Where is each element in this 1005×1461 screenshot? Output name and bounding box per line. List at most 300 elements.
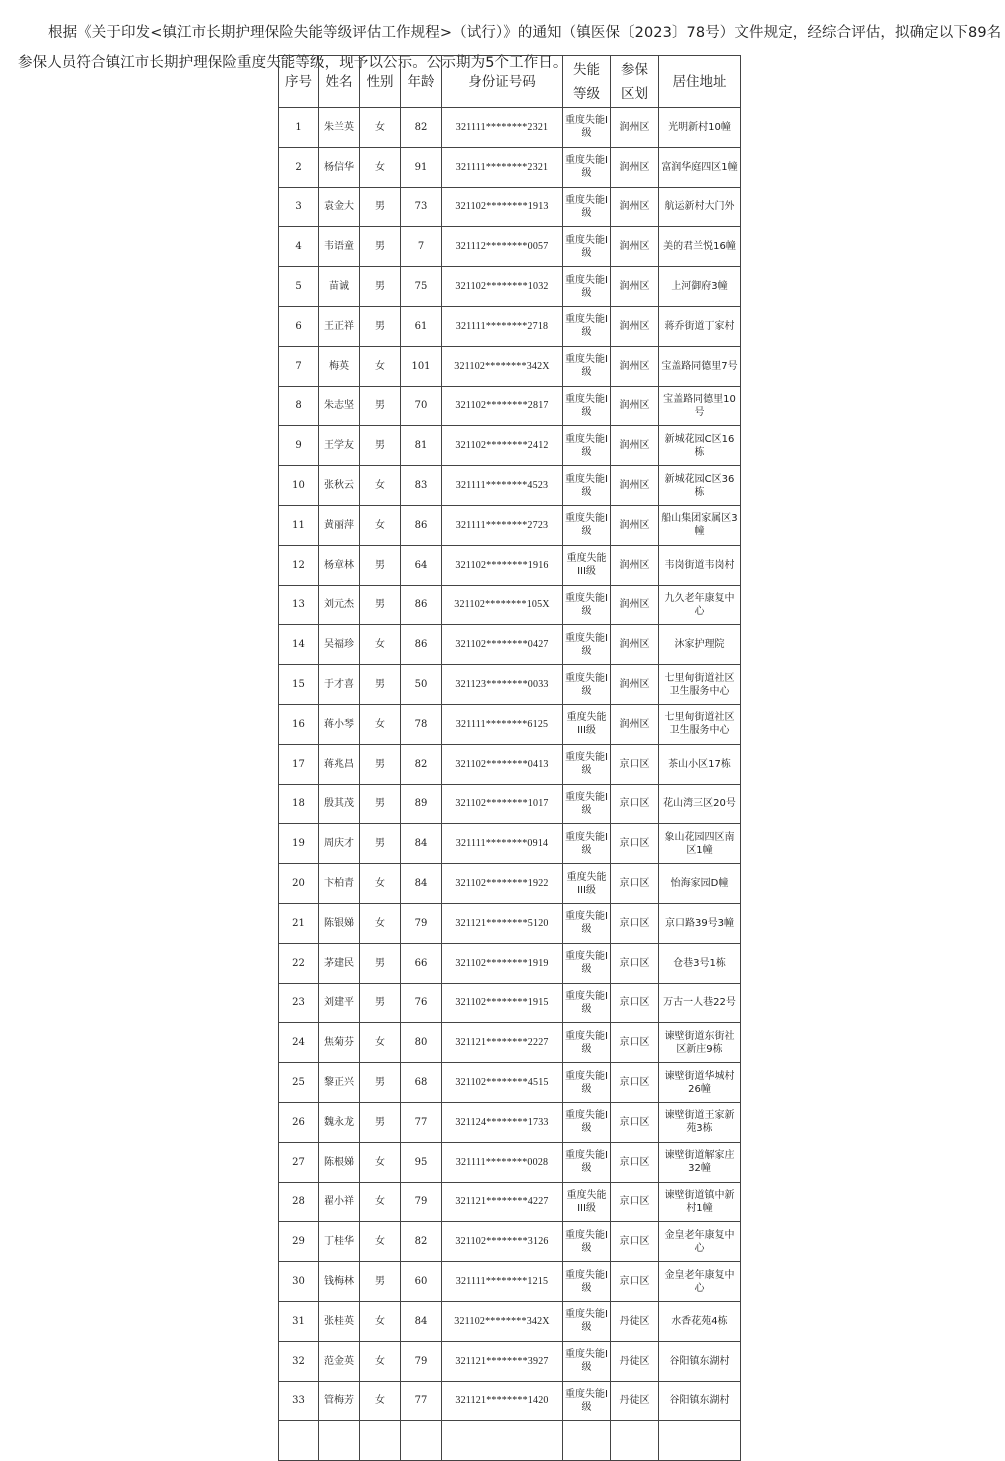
row-id-number: 321102********3126 bbox=[442, 1222, 563, 1262]
row-age: 86 bbox=[401, 625, 442, 665]
row-gender: 女 bbox=[360, 1222, 401, 1262]
row-address: 宝盖路同德里10号 bbox=[659, 386, 741, 426]
row-name: 刘元杰 bbox=[319, 585, 360, 625]
row-disability-level: 重度失能I级 bbox=[563, 147, 611, 187]
row-address: 谷阳镇东湖村 bbox=[659, 1341, 741, 1381]
row-disability-level: 重度失能III级 bbox=[563, 1182, 611, 1222]
row-seq: 6 bbox=[279, 306, 319, 346]
row-id-number: 321111********0914 bbox=[442, 824, 563, 864]
row-age: 84 bbox=[401, 824, 442, 864]
row-seq: 17 bbox=[279, 744, 319, 784]
row-seq: 27 bbox=[279, 1142, 319, 1182]
row-id-number: 321111********1215 bbox=[442, 1262, 563, 1302]
row-disability-level: 重度失能III级 bbox=[563, 704, 611, 744]
row-disability-level: 重度失能I级 bbox=[563, 903, 611, 943]
row-gender: 女 bbox=[360, 1182, 401, 1222]
row-seq: 5 bbox=[279, 267, 319, 307]
table-row bbox=[279, 625, 741, 665]
row-address: 上河御府3幢 bbox=[659, 267, 741, 307]
row-age: 82 bbox=[401, 1222, 442, 1262]
table-row bbox=[279, 744, 741, 784]
table-body bbox=[279, 108, 741, 1461]
row-age: 73 bbox=[401, 187, 442, 227]
row-disability-level: 重度失能I级 bbox=[563, 943, 611, 983]
row-gender: 女 bbox=[360, 903, 401, 943]
row-insurance-district: 润州区 bbox=[611, 466, 659, 506]
row-insurance-district: 京口区 bbox=[611, 1063, 659, 1103]
row-age: 70 bbox=[401, 386, 442, 426]
row-gender: 男 bbox=[360, 1262, 401, 1302]
row-name: 王正祥 bbox=[319, 306, 360, 346]
header-insurance-district: 参保区划 bbox=[611, 56, 659, 108]
row-seq: 22 bbox=[279, 943, 319, 983]
row-address: 美的君兰悦16幢 bbox=[659, 227, 741, 267]
intro-text: 根据《关于印发<镇江市长期护理保险失能等级评估工作规程>（试行）》的通知（镇医保〔2023〕78号）文件规定，经综合评估，拟确定以下89名参保人员符合镇江市长期护理保险重度失能等级，现予以公示。公示期为5个工作日。 bbox=[18, 24, 1002, 71]
row-seq: 31 bbox=[279, 1301, 319, 1341]
table-row bbox=[279, 466, 741, 506]
row-address: 京口路39号3幢 bbox=[659, 903, 741, 943]
row-id-number: 321102********342X bbox=[442, 346, 563, 386]
row-gender: 女 bbox=[360, 864, 401, 904]
row-address: 万古一人巷22号 bbox=[659, 983, 741, 1023]
row-disability-level: 重度失能I级 bbox=[563, 983, 611, 1023]
row-seq: 32 bbox=[279, 1341, 319, 1381]
table-row bbox=[279, 903, 741, 943]
row-name: 陈银娣 bbox=[319, 903, 360, 943]
row-insurance-district: 润州区 bbox=[611, 306, 659, 346]
row-name: 魏永龙 bbox=[319, 1102, 360, 1142]
row-insurance-district: 润州区 bbox=[611, 187, 659, 227]
header-gender: 性别 bbox=[360, 56, 401, 108]
row-name: 杨信华 bbox=[319, 147, 360, 187]
table-row bbox=[279, 1381, 741, 1421]
row-disability-level: 重度失能I级 bbox=[563, 1262, 611, 1302]
row-disability-level: 重度失能I级 bbox=[563, 665, 611, 705]
row-seq: 12 bbox=[279, 545, 319, 585]
row-name: 范金英 bbox=[319, 1341, 360, 1381]
row-address: 金皇老年康复中心 bbox=[659, 1262, 741, 1302]
header-disability-level: 失能等级 bbox=[563, 56, 611, 108]
row-name: 朱志坚 bbox=[319, 386, 360, 426]
row-age: 101 bbox=[401, 346, 442, 386]
row-id-number: 321102********1915 bbox=[442, 983, 563, 1023]
row-gender: 男 bbox=[360, 784, 401, 824]
table-header-row bbox=[279, 56, 741, 108]
row-name: 苗诚 bbox=[319, 267, 360, 307]
row-name: 陈根娣 bbox=[319, 1142, 360, 1182]
row-insurance-district: 京口区 bbox=[611, 744, 659, 784]
row-name: 焦菊芬 bbox=[319, 1023, 360, 1063]
row-age: 77 bbox=[401, 1381, 442, 1421]
row-seq: 3 bbox=[279, 187, 319, 227]
row-address: 象山花园四区南区1幢 bbox=[659, 824, 741, 864]
row-address: 蒋乔街道丁家村 bbox=[659, 306, 741, 346]
row-seq: 25 bbox=[279, 1063, 319, 1103]
row-name: 蒋小琴 bbox=[319, 704, 360, 744]
table-row bbox=[279, 346, 741, 386]
row-seq: 8 bbox=[279, 386, 319, 426]
row-insurance-district: 润州区 bbox=[611, 426, 659, 466]
row-gender: 男 bbox=[360, 426, 401, 466]
row-gender: 男 bbox=[360, 983, 401, 1023]
row-disability-level: 重度失能I级 bbox=[563, 267, 611, 307]
row-disability-level: 重度失能III级 bbox=[563, 545, 611, 585]
row-age: 78 bbox=[401, 704, 442, 744]
row-address: 七里甸街道社区卫生服务中心 bbox=[659, 704, 741, 744]
row-id-number: 321111********4523 bbox=[442, 466, 563, 506]
row-address: 花山湾三区20号 bbox=[659, 784, 741, 824]
row-insurance-district: 润州区 bbox=[611, 704, 659, 744]
row-name: 袁金大 bbox=[319, 187, 360, 227]
row-seq: 18 bbox=[279, 784, 319, 824]
row-gender: 男 bbox=[360, 943, 401, 983]
table-row bbox=[279, 1301, 741, 1341]
row-id-number: 321102********2412 bbox=[442, 426, 563, 466]
row-age: 91 bbox=[401, 147, 442, 187]
row-address: 怡海家园D幢 bbox=[659, 864, 741, 904]
row-disability-level: 重度失能I级 bbox=[563, 744, 611, 784]
row-age: 60 bbox=[401, 1262, 442, 1302]
row-insurance-district: 润州区 bbox=[611, 147, 659, 187]
row-seq: 10 bbox=[279, 466, 319, 506]
table-row bbox=[279, 545, 741, 585]
row-id-number: 321111********2718 bbox=[442, 306, 563, 346]
row-gender: 男 bbox=[360, 187, 401, 227]
row-insurance-district: 京口区 bbox=[611, 864, 659, 904]
row-gender: 男 bbox=[360, 665, 401, 705]
row-gender: 男 bbox=[360, 227, 401, 267]
row-seq: 28 bbox=[279, 1182, 319, 1222]
row-age: 84 bbox=[401, 1301, 442, 1341]
table-row bbox=[279, 1182, 741, 1222]
row-age: 75 bbox=[401, 267, 442, 307]
row-gender: 女 bbox=[360, 704, 401, 744]
row-seq: 4 bbox=[279, 227, 319, 267]
row-gender: 女 bbox=[360, 1023, 401, 1063]
row-age: 68 bbox=[401, 1063, 442, 1103]
row-insurance-district: 润州区 bbox=[611, 386, 659, 426]
row-name: 翟小祥 bbox=[319, 1182, 360, 1222]
row-name: 黎正兴 bbox=[319, 1063, 360, 1103]
row-seq: 15 bbox=[279, 665, 319, 705]
row-id-number: 321102********105X bbox=[442, 585, 563, 625]
row-age: 80 bbox=[401, 1023, 442, 1063]
row-insurance-district: 京口区 bbox=[611, 1222, 659, 1262]
table-row bbox=[279, 505, 741, 545]
row-gender: 女 bbox=[360, 625, 401, 665]
table-row bbox=[279, 864, 741, 904]
row-name: 杨章林 bbox=[319, 545, 360, 585]
row-name: 朱兰英 bbox=[319, 108, 360, 148]
row-disability-level: 重度失能I级 bbox=[563, 108, 611, 148]
row-name: 丁桂华 bbox=[319, 1222, 360, 1262]
header-id-number: 身份证号码 bbox=[442, 56, 563, 108]
row-id-number: 321111********2723 bbox=[442, 505, 563, 545]
table-row bbox=[279, 306, 741, 346]
row-address: 七里甸街道社区卫生服务中心 bbox=[659, 665, 741, 705]
row-insurance-district: 京口区 bbox=[611, 1182, 659, 1222]
row-id-number: 321102********1922 bbox=[442, 864, 563, 904]
row-id-number: 321102********1032 bbox=[442, 267, 563, 307]
table-row bbox=[279, 1102, 741, 1142]
table-row bbox=[279, 1023, 741, 1063]
disability-roster-table bbox=[278, 55, 741, 1461]
row-insurance-district: 京口区 bbox=[611, 943, 659, 983]
row-disability-level: 重度失能I级 bbox=[563, 505, 611, 545]
row-age: 86 bbox=[401, 505, 442, 545]
row-insurance-district: 京口区 bbox=[611, 903, 659, 943]
table-row bbox=[279, 784, 741, 824]
row-gender: 女 bbox=[360, 1381, 401, 1421]
row-address: 茶山小区17栋 bbox=[659, 744, 741, 784]
row-id-number: 321121********3927 bbox=[442, 1341, 563, 1381]
row-id-number: 321121********2227 bbox=[442, 1023, 563, 1063]
row-insurance-district: 京口区 bbox=[611, 1142, 659, 1182]
row-address: 新城花园C区36栋 bbox=[659, 466, 741, 506]
row-seq: 23 bbox=[279, 983, 319, 1023]
row-name: 殷其茂 bbox=[319, 784, 360, 824]
table-row bbox=[279, 108, 741, 148]
row-name: 钱梅林 bbox=[319, 1262, 360, 1302]
row-name: 管梅芳 bbox=[319, 1381, 360, 1421]
row-gender: 男 bbox=[360, 1063, 401, 1103]
row-insurance-district: 京口区 bbox=[611, 824, 659, 864]
table-row bbox=[279, 1262, 741, 1302]
row-insurance-district: 润州区 bbox=[611, 108, 659, 148]
row-disability-level: 重度失能I级 bbox=[563, 187, 611, 227]
row-insurance-district: 京口区 bbox=[611, 1102, 659, 1142]
row-insurance-district: 京口区 bbox=[611, 1023, 659, 1063]
row-gender: 男 bbox=[360, 386, 401, 426]
row-address: 宝盖路同德里7号 bbox=[659, 346, 741, 386]
row-age: 82 bbox=[401, 744, 442, 784]
row-name: 蒋兆昌 bbox=[319, 744, 360, 784]
row-address: 谏壁街道解家庄32幢 bbox=[659, 1142, 741, 1182]
row-id-number: 321111********0028 bbox=[442, 1142, 563, 1182]
row-disability-level: 重度失能I级 bbox=[563, 1063, 611, 1103]
row-disability-level: 重度失能I级 bbox=[563, 386, 611, 426]
row-gender: 男 bbox=[360, 306, 401, 346]
row-seq: 19 bbox=[279, 824, 319, 864]
table-row bbox=[279, 665, 741, 705]
row-name: 吴福珍 bbox=[319, 625, 360, 665]
row-age: 84 bbox=[401, 864, 442, 904]
row-address: 航运新村大门外 bbox=[659, 187, 741, 227]
row-gender: 女 bbox=[360, 1301, 401, 1341]
row-disability-level: 重度失能I级 bbox=[563, 1102, 611, 1142]
table-row bbox=[279, 187, 741, 227]
row-gender: 女 bbox=[360, 147, 401, 187]
row-name: 王学友 bbox=[319, 426, 360, 466]
row-seq: 2 bbox=[279, 147, 319, 187]
table-row bbox=[279, 943, 741, 983]
row-insurance-district: 润州区 bbox=[611, 267, 659, 307]
row-address: 光明新村10幢 bbox=[659, 108, 741, 148]
row-insurance-district: 润州区 bbox=[611, 346, 659, 386]
row-name: 茅建民 bbox=[319, 943, 360, 983]
row-insurance-district: 丹徒区 bbox=[611, 1381, 659, 1421]
row-disability-level: 重度失能III级 bbox=[563, 864, 611, 904]
row-age: 77 bbox=[401, 1102, 442, 1142]
row-age: 95 bbox=[401, 1142, 442, 1182]
row-gender: 男 bbox=[360, 824, 401, 864]
row-insurance-district: 润州区 bbox=[611, 227, 659, 267]
row-id-number: 321102********0413 bbox=[442, 744, 563, 784]
row-id-number: 321111********2321 bbox=[442, 147, 563, 187]
row-age: 66 bbox=[401, 943, 442, 983]
row-address: 沐家护理院 bbox=[659, 625, 741, 665]
row-insurance-district: 丹徒区 bbox=[611, 1301, 659, 1341]
row-id-number: 321121********4227 bbox=[442, 1182, 563, 1222]
row-disability-level: 重度失能I级 bbox=[563, 1142, 611, 1182]
row-disability-level: 重度失能I级 bbox=[563, 1341, 611, 1381]
row-address: 韦岗街道韦岗村 bbox=[659, 545, 741, 585]
table-row bbox=[279, 1341, 741, 1381]
row-id-number: 321102********1913 bbox=[442, 187, 563, 227]
row-disability-level: 重度失能I级 bbox=[563, 625, 611, 665]
row-address: 金皇老年康复中心 bbox=[659, 1222, 741, 1262]
row-disability-level: 重度失能I级 bbox=[563, 585, 611, 625]
row-id-number: 321102********2817 bbox=[442, 386, 563, 426]
row-age: 7 bbox=[401, 227, 442, 267]
row-name: 张秋云 bbox=[319, 466, 360, 506]
row-id-number: 321102********342X bbox=[442, 1301, 563, 1341]
row-disability-level: 重度失能I级 bbox=[563, 466, 611, 506]
row-seq: 33 bbox=[279, 1381, 319, 1421]
row-seq: 20 bbox=[279, 864, 319, 904]
row-disability-level: 重度失能I级 bbox=[563, 1023, 611, 1063]
row-disability-level: 重度失能I级 bbox=[563, 784, 611, 824]
row-seq: 7 bbox=[279, 346, 319, 386]
row-seq: 1 bbox=[279, 108, 319, 148]
row-name: 张桂英 bbox=[319, 1301, 360, 1341]
row-insurance-district: 丹徒区 bbox=[611, 1341, 659, 1381]
row-insurance-district: 润州区 bbox=[611, 545, 659, 585]
row-insurance-district: 润州区 bbox=[611, 505, 659, 545]
row-id-number: 321111********6125 bbox=[442, 704, 563, 744]
row-age: 76 bbox=[401, 983, 442, 1023]
row-id-number: 321102********1916 bbox=[442, 545, 563, 585]
row-address: 九久老年康复中心 bbox=[659, 585, 741, 625]
row-seq: 11 bbox=[279, 505, 319, 545]
row-name: 黄丽萍 bbox=[319, 505, 360, 545]
row-insurance-district: 润州区 bbox=[611, 665, 659, 705]
table-row bbox=[279, 227, 741, 267]
row-seq: 26 bbox=[279, 1102, 319, 1142]
row-gender: 女 bbox=[360, 1142, 401, 1182]
row-address: 新城花园C区16栋 bbox=[659, 426, 741, 466]
row-age: 79 bbox=[401, 1182, 442, 1222]
row-insurance-district: 京口区 bbox=[611, 983, 659, 1023]
row-name: 周庆才 bbox=[319, 824, 360, 864]
row-gender: 女 bbox=[360, 466, 401, 506]
table-row bbox=[279, 426, 741, 466]
row-disability-level: 重度失能I级 bbox=[563, 346, 611, 386]
row-gender: 男 bbox=[360, 545, 401, 585]
row-age: 83 bbox=[401, 466, 442, 506]
row-id-number: 321102********0427 bbox=[442, 625, 563, 665]
row-gender: 男 bbox=[360, 267, 401, 307]
row-address: 谏壁街道东街社区新庄9栋 bbox=[659, 1023, 741, 1063]
table-row bbox=[279, 824, 741, 864]
header-address: 居住地址 bbox=[659, 56, 741, 108]
table-row bbox=[279, 585, 741, 625]
row-gender: 男 bbox=[360, 585, 401, 625]
row-id-number: 321102********1017 bbox=[442, 784, 563, 824]
table-row bbox=[279, 1222, 741, 1262]
header-seq: 序号 bbox=[279, 56, 319, 108]
table-row bbox=[279, 1142, 741, 1182]
row-address: 水香花苑4栋 bbox=[659, 1301, 741, 1341]
row-insurance-district: 润州区 bbox=[611, 585, 659, 625]
row-disability-level: 重度失能I级 bbox=[563, 1381, 611, 1421]
row-age: 86 bbox=[401, 585, 442, 625]
row-seq: 24 bbox=[279, 1023, 319, 1063]
table-row bbox=[279, 386, 741, 426]
row-disability-level: 重度失能I级 bbox=[563, 426, 611, 466]
row-age: 89 bbox=[401, 784, 442, 824]
row-name: 卞柏青 bbox=[319, 864, 360, 904]
row-gender: 女 bbox=[360, 346, 401, 386]
row-id-number: 321112********0057 bbox=[442, 227, 563, 267]
row-address: 船山集团家属区3幢 bbox=[659, 505, 741, 545]
table-row bbox=[279, 1063, 741, 1103]
table-row bbox=[279, 704, 741, 744]
row-address: 仓巷3号1栋 bbox=[659, 943, 741, 983]
table-row bbox=[279, 147, 741, 187]
row-id-number: 321124********1733 bbox=[442, 1102, 563, 1142]
row-seq: 9 bbox=[279, 426, 319, 466]
row-address: 谏壁街道镇中新村1幢 bbox=[659, 1182, 741, 1222]
row-disability-level: 重度失能I级 bbox=[563, 306, 611, 346]
table-row bbox=[279, 267, 741, 307]
row-address: 富润华庭四区1幢 bbox=[659, 147, 741, 187]
row-id-number: 321121********1420 bbox=[442, 1381, 563, 1421]
row-gender: 女 bbox=[360, 1341, 401, 1381]
row-seq: 16 bbox=[279, 704, 319, 744]
row-address: 谏壁街道王家新苑3栋 bbox=[659, 1102, 741, 1142]
row-age: 79 bbox=[401, 903, 442, 943]
row-address: 谷阳镇东湖村 bbox=[659, 1381, 741, 1421]
row-name: 韦语童 bbox=[319, 227, 360, 267]
row-id-number: 321121********5120 bbox=[442, 903, 563, 943]
row-disability-level: 重度失能I级 bbox=[563, 824, 611, 864]
row-gender: 男 bbox=[360, 744, 401, 784]
header-name: 姓名 bbox=[319, 56, 360, 108]
row-insurance-district: 京口区 bbox=[611, 1262, 659, 1302]
row-gender: 女 bbox=[360, 505, 401, 545]
header-age: 年龄 bbox=[401, 56, 442, 108]
row-address: 谏壁街道华城村26幢 bbox=[659, 1063, 741, 1103]
row-disability-level: 重度失能I级 bbox=[563, 1301, 611, 1341]
row-name: 梅英 bbox=[319, 346, 360, 386]
row-insurance-district: 京口区 bbox=[611, 784, 659, 824]
row-age: 81 bbox=[401, 426, 442, 466]
table-row bbox=[279, 983, 741, 1023]
row-age: 79 bbox=[401, 1341, 442, 1381]
row-seq: 29 bbox=[279, 1222, 319, 1262]
row-seq: 13 bbox=[279, 585, 319, 625]
row-id-number: 321111********2321 bbox=[442, 108, 563, 148]
row-disability-level: 重度失能I级 bbox=[563, 227, 611, 267]
row-gender: 女 bbox=[360, 108, 401, 148]
row-age: 50 bbox=[401, 665, 442, 705]
row-age: 61 bbox=[401, 306, 442, 346]
row-seq: 21 bbox=[279, 903, 319, 943]
row-disability-level: 重度失能I级 bbox=[563, 1222, 611, 1262]
row-seq: 30 bbox=[279, 1262, 319, 1302]
row-name: 刘建平 bbox=[319, 983, 360, 1023]
